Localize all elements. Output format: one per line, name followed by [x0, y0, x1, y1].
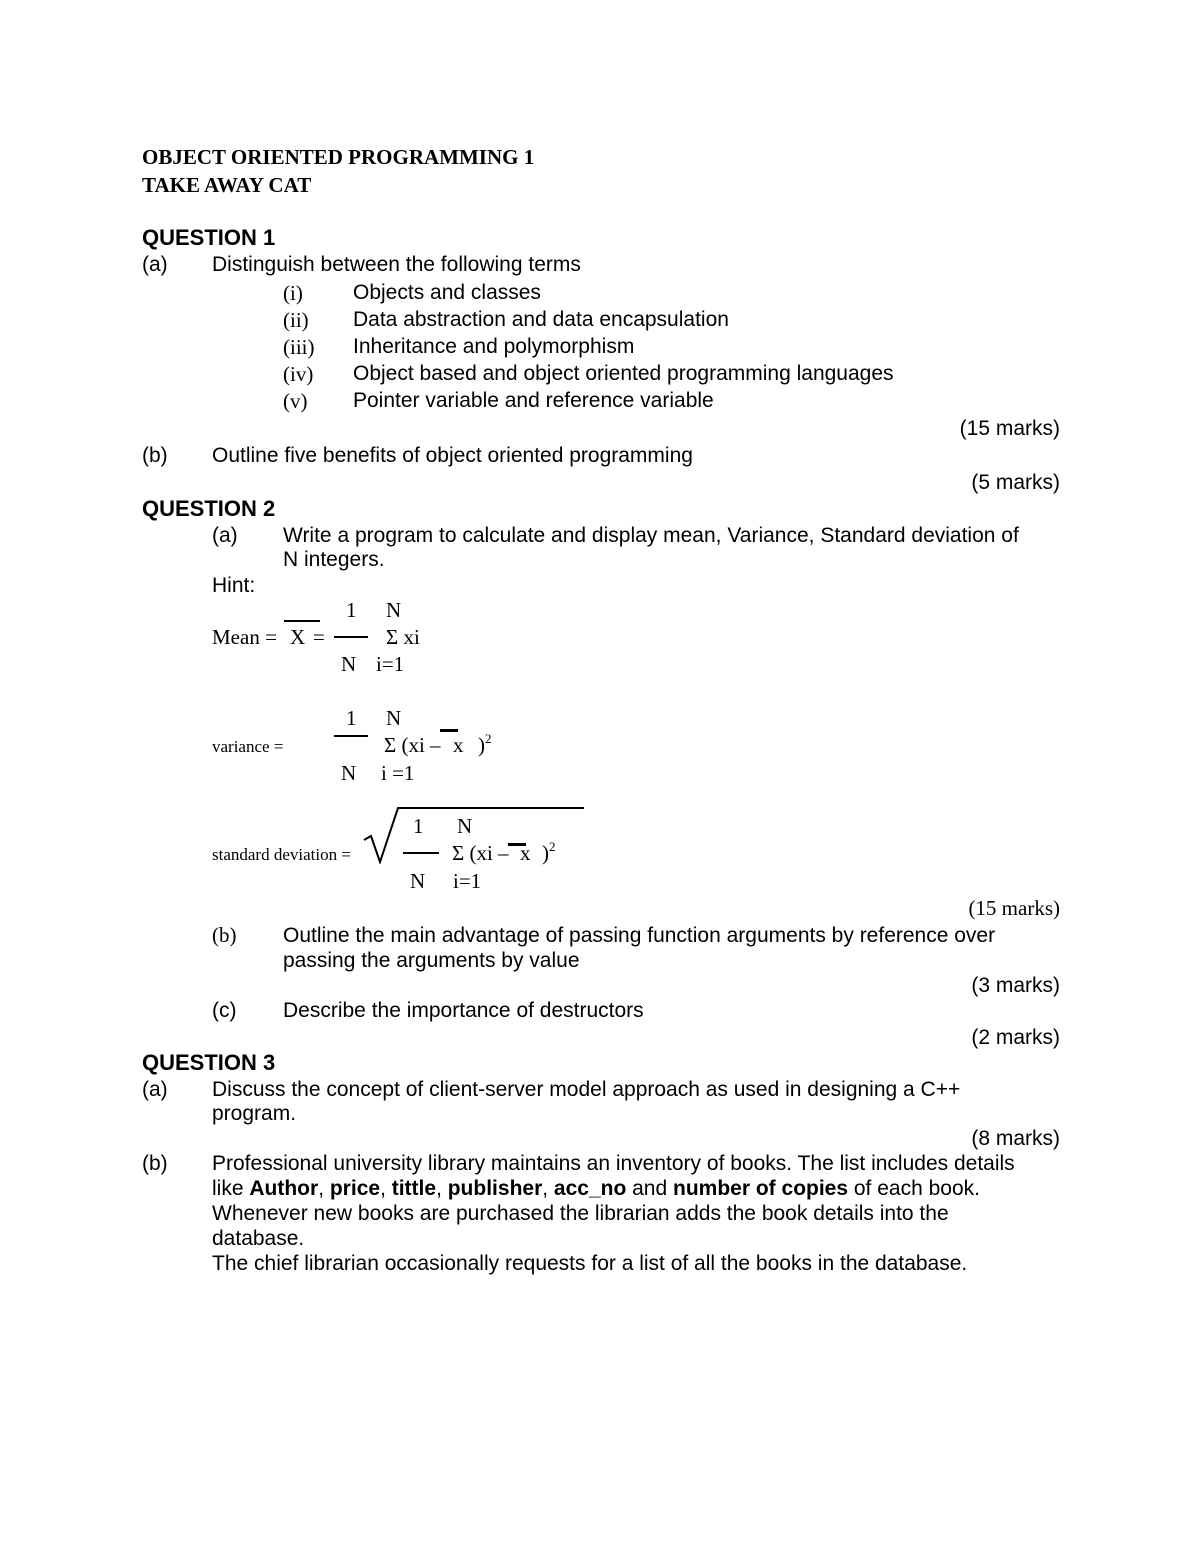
- variance-label: variance =: [212, 737, 284, 756]
- exam-subtitle: TAKE AWAY CAT: [142, 173, 312, 197]
- stddev-label: standard deviation =: [212, 845, 351, 864]
- field-tittle: tittle: [391, 1177, 437, 1200]
- q3-a-label: (a): [142, 1078, 168, 1101]
- q3-b-line3: Whenever new books are purchased the librarian adds the book details into the: [212, 1202, 949, 1225]
- mean-equals: =: [313, 625, 325, 649]
- q2-b-line2: passing the arguments by value: [283, 949, 580, 972]
- mean-sum: Σ xi: [386, 625, 420, 649]
- term-text: Object based and object oriented programming languages: [353, 362, 894, 385]
- stddev-sum-upper: N: [457, 814, 473, 838]
- q1-a-marks: (15 marks): [959, 417, 1060, 440]
- question-1-title: QUESTION 1: [142, 225, 276, 250]
- stddev-numerator: 1: [413, 814, 424, 838]
- q2-c-label: (c): [212, 999, 237, 1022]
- q2-a-line1: Write a program to calculate and display mean, Variance, Standard deviation of: [283, 524, 1019, 547]
- field-acc-no: acc_no: [553, 1177, 627, 1200]
- q2-b-marks: (3 marks): [971, 974, 1060, 997]
- stddev-x: x: [520, 841, 531, 865]
- stddev-sum-lower: i=1: [453, 869, 482, 893]
- q1-a-text: Distinguish between the following terms: [212, 253, 581, 276]
- stddev-sum: Σ (xi –: [452, 841, 509, 865]
- course-title: OBJECT ORIENTED PROGRAMMING 1: [142, 145, 535, 169]
- q2-b-line1: Outline the main advantage of passing function arguments by reference over: [283, 924, 996, 947]
- variance-denominator: N: [341, 761, 357, 785]
- q2-a-label: (a): [212, 524, 238, 547]
- variance-fraction-bar: [334, 735, 368, 737]
- variance-close: ): [478, 733, 485, 757]
- term-number: (i): [283, 281, 303, 305]
- field-publisher: publisher: [447, 1177, 543, 1200]
- term-text: Inheritance and polymorphism: [353, 335, 635, 358]
- stddev-fraction-bar: [403, 852, 439, 854]
- term-text: Data abstraction and data encapsulation: [353, 308, 729, 331]
- q1-b-text: Outline five benefits of object oriented programming: [212, 444, 693, 467]
- question-3-title: QUESTION 3: [142, 1050, 276, 1075]
- mean-label: Mean =: [212, 625, 277, 649]
- variance-x: x: [453, 733, 464, 757]
- q2-b-label: (b): [212, 923, 237, 947]
- q1-a-label: (a): [142, 253, 168, 276]
- mean-x: X: [290, 625, 306, 649]
- variance-numerator: 1: [346, 706, 357, 730]
- q1-b-label: (b): [142, 444, 168, 467]
- q3-b-line2: like Author, price, tittle, publisher, acc_no and number of copies of each book.: [212, 1177, 980, 1200]
- mean-overbar: [284, 620, 320, 622]
- field-number-of-copies: number of copies: [673, 1177, 849, 1200]
- variance-sum: Σ (xi –: [384, 733, 441, 757]
- term-number: (iii): [283, 335, 315, 359]
- mean-sum-upper: N: [386, 598, 402, 622]
- variance-overbar: [440, 729, 458, 732]
- mean-sum-lower: i=1: [376, 652, 405, 676]
- field-author: Author: [249, 1177, 319, 1200]
- q1-b-marks: (5 marks): [971, 471, 1060, 494]
- hint-label: Hint:: [212, 574, 256, 597]
- question-2-title: QUESTION 2: [142, 496, 276, 521]
- mean-numerator: 1: [346, 598, 357, 622]
- term-text: Objects and classes: [353, 281, 541, 304]
- q3-a-marks: (8 marks): [971, 1127, 1060, 1150]
- term-number: (v): [283, 389, 308, 413]
- q2-a-line2: N integers.: [283, 548, 385, 571]
- q3-b-line5: The chief librarian occasionally requests for a list of all the books in the database.: [212, 1252, 968, 1275]
- q3-b-line4: database.: [212, 1227, 305, 1250]
- q2-a-marks: (15 marks): [968, 896, 1060, 920]
- term-number: (iv): [283, 362, 314, 386]
- q3-b-label: (b): [142, 1152, 168, 1175]
- term-text: Pointer variable and reference variable: [353, 389, 714, 412]
- mean-denominator: N: [341, 652, 357, 676]
- stddev-denominator: N: [410, 869, 426, 893]
- mean-fraction-bar: [334, 636, 368, 638]
- q3-a-line2: program.: [212, 1102, 297, 1125]
- q2-c-text: Describe the importance of destructors: [283, 999, 644, 1022]
- variance-exponent: 2: [485, 731, 492, 746]
- q3-b-line1: Professional university library maintains an inventory of books. The list includes details: [212, 1152, 1015, 1175]
- variance-sum-upper: N: [386, 706, 402, 730]
- term-number: (ii): [283, 308, 309, 332]
- variance-sum-lower: i =1: [381, 761, 415, 785]
- stddev-close: ): [542, 841, 549, 865]
- stddev-exponent: 2: [549, 839, 556, 854]
- field-price: price: [329, 1177, 381, 1200]
- q2-c-marks: (2 marks): [971, 1026, 1060, 1049]
- q3-a-line1: Discuss the concept of client-server model approach as used in designing a C++: [212, 1078, 961, 1101]
